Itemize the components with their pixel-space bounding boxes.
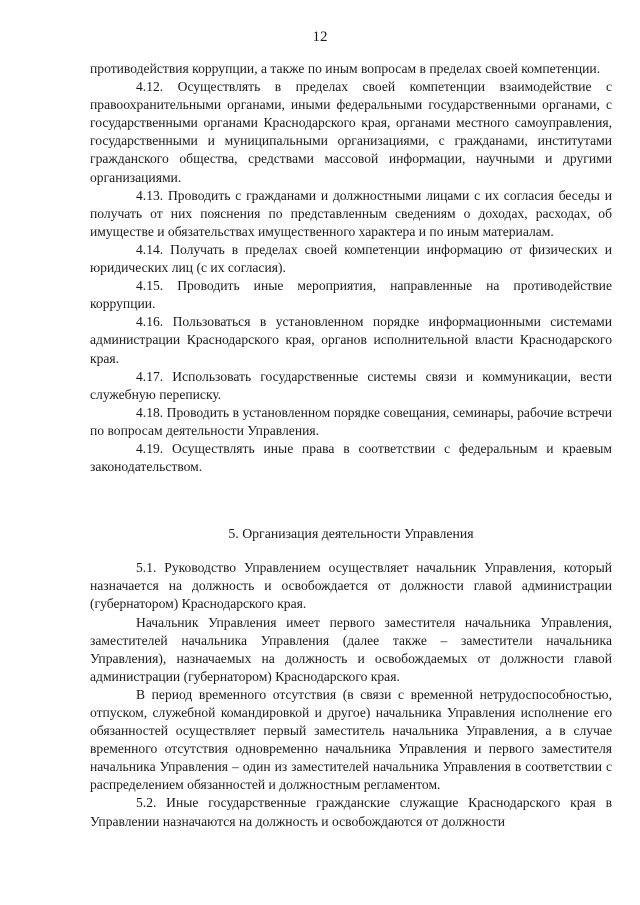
paragraph-4-19: 4.19. Осуществлять иные права в соответствии с федеральным и краевым законодательством. <box>90 440 612 475</box>
paragraph-5-2: 5.2. Иные государственные гражданские служащие Краснодарского края в Управлении назначаются на должность и освобождаются от должности <box>90 795 612 829</box>
paragraph-5-1: 5.1. Руководство Управлением осуществляет начальник Управления, который назначается на должность и освобождается от должности главой администрации (губернатором) Краснодарского края. <box>90 560 612 612</box>
paragraph-5-1-temporary-absence: В период временного отсутствия (в связи с временной нетрудоспособностью, отпуском, служебной командировкой и другое) начальника Управления исполнение его обязанностей осуществляет первый заместитель начальника Управления, а в случае временного отсутствия одновременно начальника Управления и первого заместителя начальника Управления – один из заместителей начальника Управления в соответствии с распределением обязанностей и должностным регламентом. <box>90 686 612 793</box>
paragraph-5-1-deputies: Начальник Управления имеет первого заместителя начальника Управления, заместителей начальника Управления (далее также – заместители начальника Управления), назначаемых на должность и освобождаемых от должности главой администрации (губернатором) Краснодарского края. <box>90 614 612 684</box>
paragraph-4-12: 4.12. Осуществлять в пределах своей компетенции взаимодействие с правоохранительными органами, иными федеральными государственными органами, с государственными органами Краснодарского края, органами местного самоуправления, государственными и муниципальными организациями, с гражданами, институтами гражданского общества, средствами массовой информации, научными и другими организациями. <box>90 79 612 185</box>
paragraph-4-16: 4.16. Пользоваться в установленном порядке информационными системами администрации Краснодарского края, органов исполнительной власти Краснодарского края. <box>90 314 612 366</box>
paragraph-4-15: 4.15. Проводить иные мероприятия, направленные на противодействие коррупции. <box>90 278 612 312</box>
section-5-heading: 5. Организация деятельности Управления <box>228 526 474 542</box>
paragraph-4-11-continuation: противодействия коррупции, а также по иным вопросам в пределах своей компетенции. <box>90 61 601 76</box>
paragraph-4-13: 4.13. Проводить с гражданами и должностными лицами с их согласия беседы и получать от них пояснения по представленным сведениям о доходах, расходах, об имуществе и обязательствах имущественного характера и по иным материалам. <box>90 187 612 239</box>
page-number: 12 <box>312 29 328 45</box>
paragraph-4-17: 4.17. Использовать государственные системы связи и коммуникации, вести служебную переписку. <box>90 368 612 402</box>
document-body <box>90 60 612 831</box>
paragraph-4-14: 4.14. Получать в пределах своей компетенции информацию от физических и юридических лиц (с их согласия). <box>90 241 612 276</box>
paragraph-4-18: 4.18. Проводить в установленном порядке совещания, семинары, рабочие встречи по вопросам деятельности Управления. <box>90 404 612 438</box>
